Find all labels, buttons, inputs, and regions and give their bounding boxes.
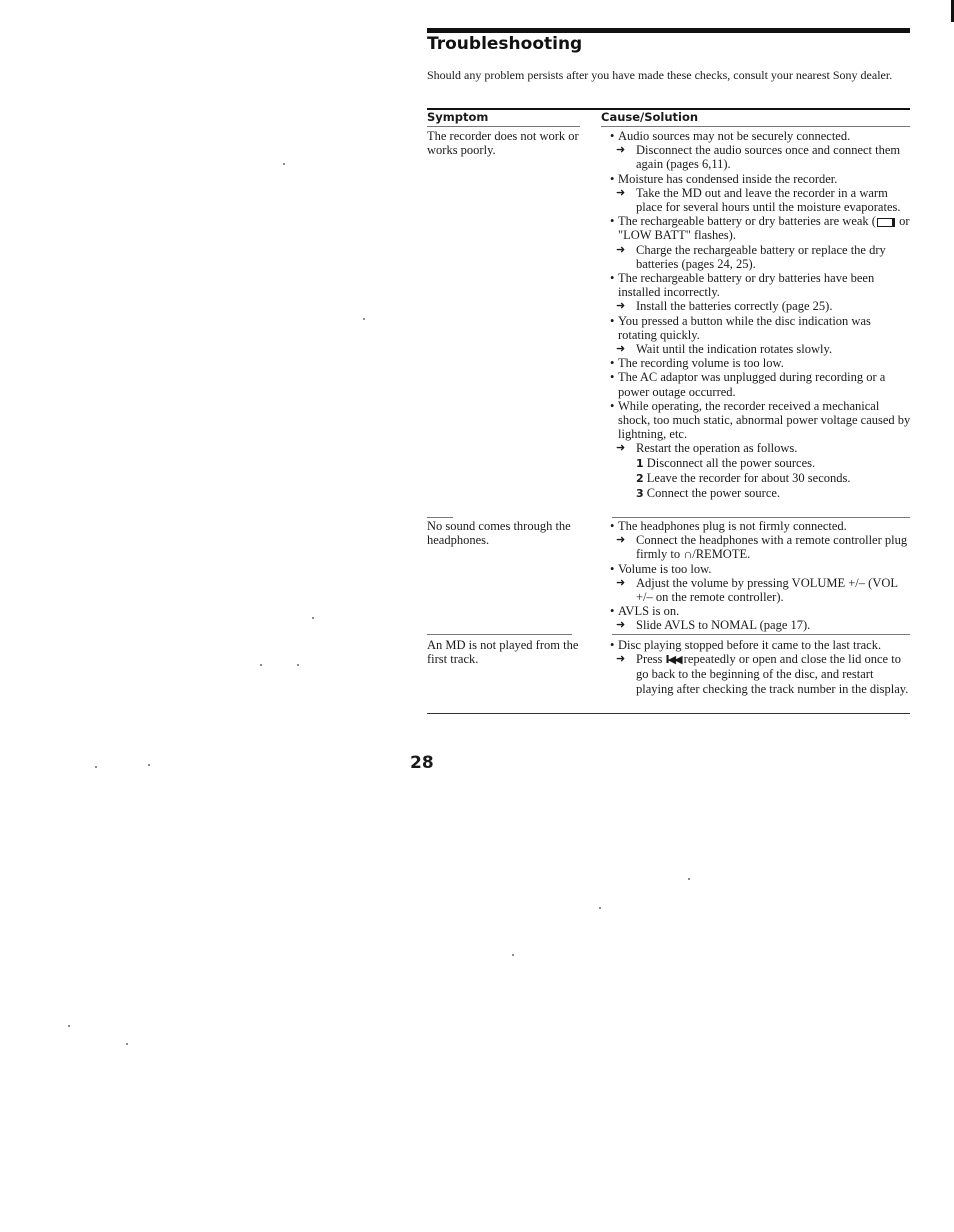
cause-list — [610, 638, 912, 696]
cause-item: • Moisture has condensed inside the recorder. — [610, 172, 912, 186]
solution-item: ➜ Charge the rechargeable battery or replace the dry batteries (pages 24, 25). — [616, 242, 886, 271]
scan-speck — [297, 664, 299, 666]
solution-item: ➜ Disconnect the audio sources once and connect them again (pages 6,11). — [616, 143, 901, 172]
solution-item: ➜ Restart the operation as follows. — [616, 441, 798, 456]
step-item: 1 Disconnect all the power sources. — [636, 455, 816, 470]
row-rule — [601, 126, 910, 127]
row-rule — [427, 517, 453, 518]
cause-item: • While operating, the recorder received a mechanical shock, too much static, abnormal power voltage caused by lightning, etc. — [610, 399, 912, 442]
title-bar — [427, 28, 910, 33]
arrow-right-icon: ➜ — [616, 243, 626, 256]
solution-item: ➜ Slide AVLS to NOMAL (page 17). — [616, 618, 811, 633]
skip-back-icon: I◀◀ — [665, 653, 681, 667]
arrow-right-icon: ➜ — [616, 442, 626, 455]
step-item: 2 Leave the recorder for about 30 seconds. — [636, 470, 851, 485]
arrow-right-icon: ➜ — [616, 144, 626, 157]
solution-item: ➜ Press I◀◀ repeatedly or open and close the lid once to go back to the beginning of the disc, and restart playing after checking the track number in the display. — [616, 652, 909, 696]
scan-speck — [126, 1043, 128, 1045]
column-header-symptom: Symptom — [427, 110, 489, 124]
scan-speck — [363, 318, 365, 320]
symptom-text: The recorder does not work or works poorly. — [427, 129, 579, 157]
solution-item: ➜ Take the MD out and leave the recorder in a warm place for several hours until the moisture evaporates. — [616, 185, 901, 215]
column-header-cause: Cause/Solution — [601, 110, 699, 124]
step-item: 3 Connect the power source. — [636, 486, 781, 501]
battery-icon — [877, 218, 895, 227]
arrow-right-icon: ➜ — [616, 534, 626, 547]
cause-item: • The headphones plug is not firmly connected. — [610, 519, 912, 533]
scan-speck — [260, 664, 262, 666]
solution-item: ➜ Connect the headphones with a remote controller plug firmly to ∩/REMOTE. — [616, 533, 908, 562]
arrow-right-icon: ➜ — [616, 576, 626, 589]
solution-item: ➜ Adjust the volume by pressing VOLUME +/– (VOL +/– on the remote controller). — [616, 575, 898, 605]
scan-speck — [95, 766, 97, 768]
symptom-text: No sound comes through the headphones. — [427, 519, 571, 547]
scan-speck — [599, 907, 601, 909]
scan-speck — [68, 1025, 70, 1027]
scan-speck — [148, 764, 150, 766]
page-number: 28 — [410, 753, 434, 773]
symptom-text: An MD is not played from the first track. — [427, 638, 579, 666]
cause-item: • The AC adaptor was unplugged during recording or a power outage occurred. — [610, 370, 912, 398]
row-rule — [427, 634, 572, 635]
scan-speck — [312, 617, 314, 619]
row-rule — [612, 517, 910, 518]
cause-item: • You pressed a button while the disc indication was rotating quickly. — [610, 314, 912, 342]
arrow-right-icon: ➜ — [616, 653, 626, 666]
row-rule — [427, 126, 580, 127]
solution-item: ➜ Wait until the indication rotates slowly. — [616, 342, 833, 357]
cause-list — [610, 519, 912, 633]
arrow-right-icon: ➜ — [616, 186, 626, 199]
row-rule — [612, 634, 910, 635]
arrow-right-icon: ➜ — [616, 619, 626, 632]
cause-item: • The rechargeable battery or dry batteries are weak ( or "LOW BATT" flashes). — [610, 214, 912, 242]
cause-item: • The recording volume is too low. — [610, 356, 912, 370]
arrow-right-icon: ➜ — [616, 300, 626, 313]
solution-item: ➜ Install the batteries correctly (page 25). — [616, 299, 833, 314]
scan-speck — [283, 163, 285, 165]
cause-item: • AVLS is on. — [610, 604, 912, 618]
cause-item: • Volume is too low. — [610, 562, 912, 576]
scan-speck — [512, 954, 514, 956]
page-title: Troubleshooting — [427, 34, 583, 54]
cause-list — [610, 129, 912, 501]
cause-item: • Audio sources may not be securely connected. — [610, 129, 912, 143]
intro-text: Should any problem persists after you have made these checks, consult your nearest Sony dealer. — [427, 68, 893, 82]
cause-item: • The rechargeable battery or dry batteries have been installed incorrectly. — [610, 271, 912, 299]
scan-speck — [688, 878, 690, 880]
table-bottom-rule — [427, 713, 910, 714]
arrow-right-icon: ➜ — [616, 343, 626, 356]
cause-item: • Disc playing stopped before it came to the last track. — [610, 638, 912, 652]
